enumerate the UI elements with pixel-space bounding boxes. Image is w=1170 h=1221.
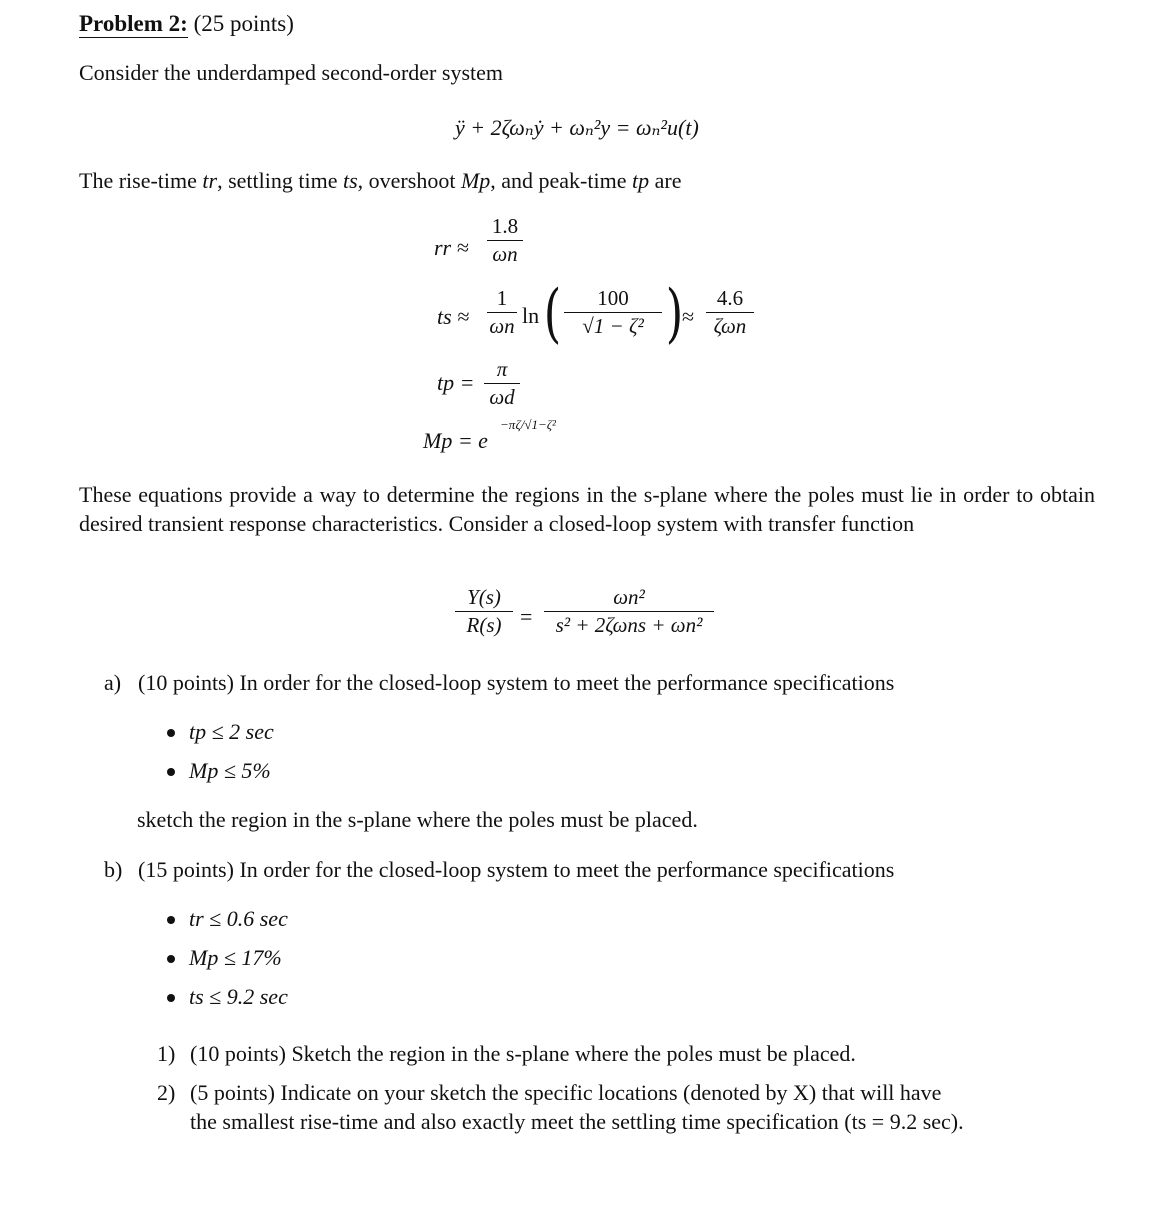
- problem-heading: [79, 12, 294, 35]
- ts-symbol: ts: [342, 168, 358, 193]
- tr-symbol: tr: [202, 168, 218, 193]
- part-b-sub1-text: (10 points) Sketch the region in the s-plane where the poles must be placed.: [190, 1041, 856, 1066]
- bullet-icon: [167, 994, 175, 1002]
- mp-symbol: Mp: [460, 168, 491, 193]
- part-b-spec-1: tr ≤ 0.6 sec: [189, 906, 288, 931]
- intro-text: Consider the underdamped second-order system: [79, 60, 503, 85]
- part-a-spec-2: Mp ≤ 5%: [189, 758, 271, 783]
- part-b-sub1-label: 1): [157, 1041, 176, 1066]
- bullet-icon: [167, 916, 175, 924]
- formulas-intro: The rise-time tr, settling time ts, overshoot Mp, and peak-time tp are: [79, 168, 682, 193]
- part-a-spec-1: tp ≤ 2 sec: [189, 719, 274, 744]
- problem-label: Problem 2:: [79, 11, 188, 36]
- part-a-instruction: sketch the region in the s-plane where the poles must be placed.: [137, 807, 698, 832]
- right-paren: ): [665, 277, 684, 351]
- bullet-icon: [167, 729, 175, 737]
- regions-paragraph: These equations provide a way to determine the regions in the s-plane where the poles must lie in order to obtain desired transient response characteristics. Consider a closed-loop system with transfer function: [79, 482, 1095, 536]
- part-a-label: a): [104, 670, 122, 695]
- part-b-sub2-text-1: (5 points) Indicate on your sketch the specific locations (denoted by X) that will have: [190, 1080, 942, 1105]
- part-b-sub2-text-2: the smallest rise-time and also exactly meet the settling time specification (ts = 9.2 sec).: [190, 1109, 964, 1134]
- bullet-icon: [167, 955, 175, 963]
- part-b-spec-2: Mp ≤ 17%: [189, 945, 282, 970]
- bullet-icon: [167, 768, 175, 776]
- part-b-label: b): [104, 857, 123, 882]
- part-b-spec-3: ts ≤ 9.2 sec: [189, 984, 288, 1009]
- problem-points: (25 points): [193, 11, 294, 36]
- part-a-text: (10 points) In order for the closed-loop system to meet the performance specifications: [138, 670, 895, 695]
- tp-symbol: tp: [632, 168, 650, 193]
- part-b-text: (15 points) In order for the closed-loop system to meet the performance specifications: [138, 857, 895, 882]
- part-b-sub2-label: 2): [157, 1080, 176, 1105]
- problem-page: Problem 2: (25 points) Consider the underdamped second-order system ÿ + 2ζωₙẏ + ωₙ²y = ωₙ²u(t) The rise-time tr, settling time ts, overshoot Mp, and peak-time tp are rr ≈ 1.8 ωn ts ≈ 1 ωn ln ( 100 √1 − ζ² ) ≈ 4.6 ζωn tp = π ωd Mp = e −πζ/√1−ζ² These equations provide a way to determine the regions in the s-plane where the poles must lie in order to obtain desired transient response characteristics. Consider a closed-loop system with transfer function Y(s) R(s) = ωn² s² + 2ζωns + ωn² a) (10 points) In order for the closed-loop system to meet the performance specifications tp ≤ 2 sec Mp ≤ 5% sketch the region in the s-plane where the poles must be placed. b) (15 points) In order for the closed-loop system to meet the performance specifications tr ≤ 0.6 sec Mp ≤ 17% ts ≤ 9.2 sec 1) (10 points) Sketch the region in the s-plane where the poles must be placed. 2) (5 points) Indicate on your sketch the specific locations (denoted by X) that will have the smallest rise-time and also exactly meet the settling time specification (ts = 9.2 sec).: [79, 11, 1095, 1134]
- ode-equation: ÿ + 2ζωₙẏ + ωₙ²y = ωₙ²u(t): [455, 115, 699, 140]
- left-paren: (: [543, 277, 562, 351]
